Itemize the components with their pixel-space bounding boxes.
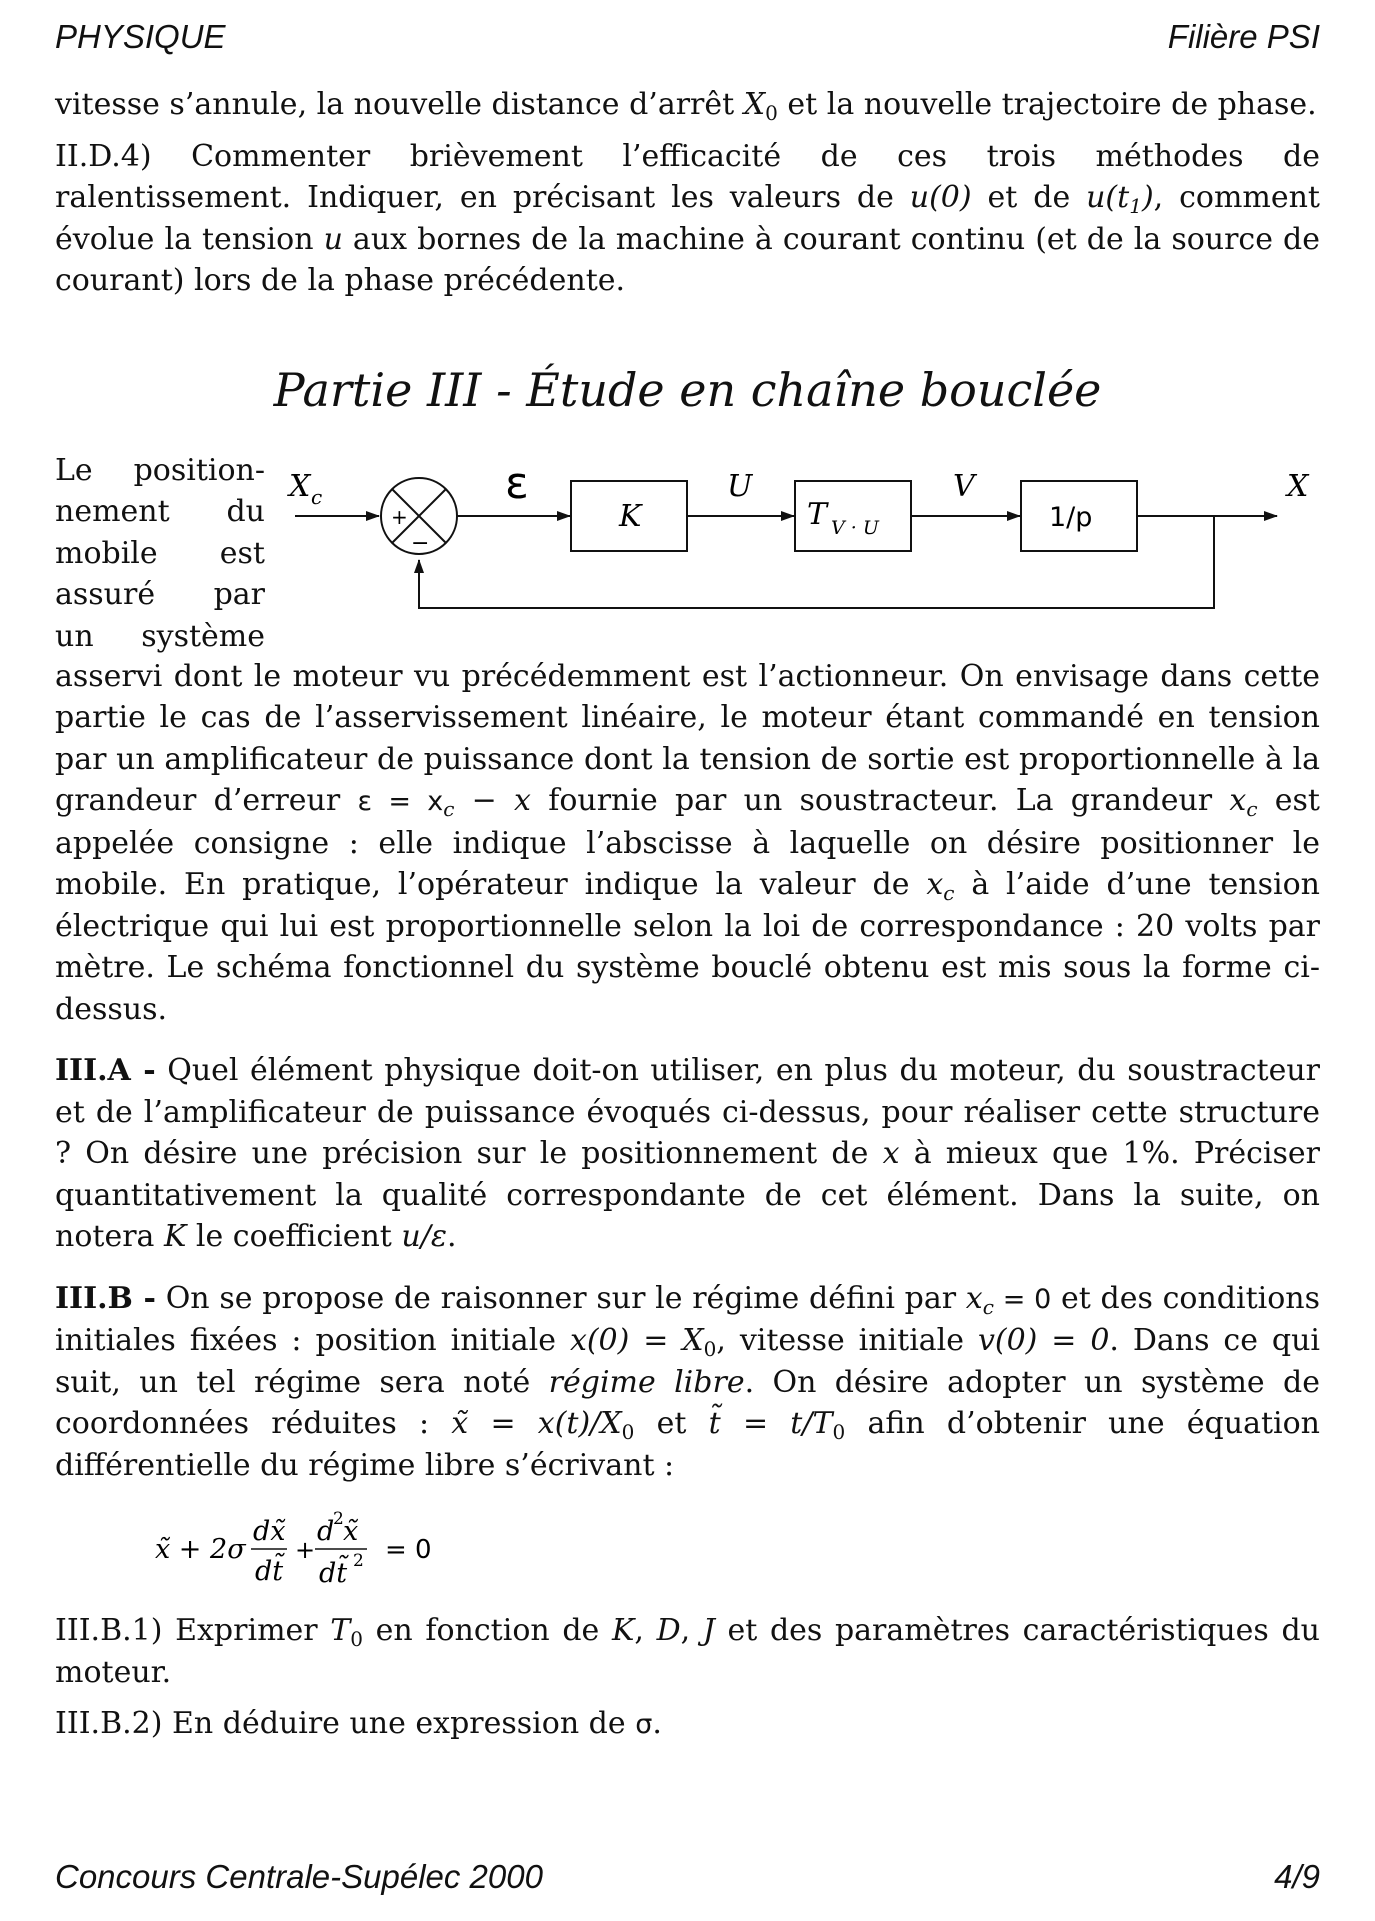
- plus-sign: +: [391, 504, 408, 529]
- eq-den2-sup: 2: [353, 1551, 364, 1571]
- text: le coefficient: [186, 1219, 402, 1254]
- math-sub: c: [443, 797, 455, 821]
- page-header: [55, 18, 1320, 62]
- paragraph-continuation: [55, 84, 1320, 126]
- eq-num1: dx̃: [253, 1516, 286, 1547]
- question-label: III.B -: [55, 1280, 156, 1316]
- text: afin d’obtenir une équation différentielle du régime libre s’écrivant :: [55, 1406, 1321, 1483]
- input-sub: c: [311, 484, 323, 509]
- text: et de: [971, 180, 1087, 215]
- math-D: D: [656, 1613, 681, 1648]
- question-III-B-2: [55, 1703, 1320, 1746]
- paragraph-system: [55, 656, 1320, 1031]
- math-sub: 0: [621, 1420, 635, 1444]
- input-label: X: [289, 468, 311, 504]
- math-sub: c: [943, 881, 955, 905]
- math-sub: 0: [703, 1337, 717, 1361]
- text: , comment évolue la tension: [55, 180, 1320, 257]
- math-xtilde: x̃ = x(t)/X: [451, 1406, 622, 1441]
- eq-rhs: = 0: [385, 1535, 432, 1565]
- math-K: K: [611, 1613, 635, 1648]
- math-x: x: [1229, 783, 1247, 818]
- differential-equation: [155, 1500, 1320, 1600]
- math-u0: u(0): [909, 180, 972, 215]
- text: . Dans ce qui suit, un tel régime sera noté: [55, 1323, 1320, 1400]
- math-eps: ε = x: [357, 786, 444, 817]
- math-T: T: [330, 1613, 351, 1648]
- math-x: x: [926, 867, 944, 902]
- text: et des paramètres caractéristiques du moteur.: [55, 1613, 1320, 1690]
- question-III-A: [55, 1050, 1320, 1258]
- math-sigma: σ: [635, 1709, 653, 1740]
- question-label: III.B.2): [55, 1706, 163, 1741]
- eq-den2: dt̃: [319, 1558, 348, 1589]
- math-v0: v(0) = 0: [977, 1323, 1110, 1358]
- text: Commenter brièvement l’efficacité de ces trois méthodes de ralentissement. Indiquer, en précisant les valeurs de: [55, 138, 1320, 215]
- text: Quel élément physique doit-on utiliser, en plus du moteur, du soustracteur et de l’amplificateur de puissance évoqués ci-dessus, pour réaliser cette structure ? On désire une précision sur le positionnement de: [55, 1053, 1320, 1171]
- emphasis: régime libre: [548, 1364, 745, 1400]
- eq-num2-sup: 2: [333, 1509, 344, 1529]
- math-ut1: u(t: [1086, 180, 1130, 215]
- header-subject: PHYSIQUE: [55, 18, 226, 55]
- figure-row: [55, 450, 1320, 656]
- integrator-label: 1/p: [1049, 501, 1093, 533]
- math-x0: x(0) = X: [569, 1323, 704, 1358]
- header-track: Filière PSI: [1167, 18, 1320, 55]
- minus-sign: −: [411, 530, 430, 556]
- text: en fonction de: [363, 1613, 612, 1648]
- text: à mieux que 1%. Préciser quantitativement la qualité correspondante de cet élément. Dans la suite, on notera: [55, 1136, 1320, 1254]
- text: ,: [680, 1613, 703, 1648]
- wrapped-text: [55, 450, 265, 658]
- text: vitesse s’annule, la nouvelle distance d’arrêt: [55, 87, 744, 122]
- eq-lhs: x̃ + 2σ: [155, 1534, 246, 1565]
- text: et: [634, 1406, 709, 1441]
- text: et la nouvelle trajectoire de phase.: [777, 87, 1317, 122]
- math-sub: 0: [765, 101, 778, 125]
- page-number: 4/9: [1274, 1858, 1320, 1895]
- error-label: ε: [505, 457, 529, 509]
- text: ,: [634, 1613, 657, 1648]
- output-label: X: [1287, 468, 1309, 504]
- signal-v-label: V: [953, 468, 975, 504]
- text: asservi dont le moteur vu précédemment est l’actionneur. On envisage dans cette partie le cas de l’asservissement linéaire, le moteur étant commandé en tension par un amplificateur de puissance dont la tension de sortie est proportionnelle à la grandeur d’erreur: [55, 658, 1320, 818]
- motor-label: T: [807, 496, 828, 532]
- eq-den1: dt̃: [255, 1556, 284, 1587]
- math-sub: 0: [832, 1420, 846, 1444]
- question-label: II.D.4): [55, 138, 152, 174]
- text: et des conditions initiales fixées : position initiale: [55, 1280, 1321, 1358]
- math-u: u: [323, 221, 343, 257]
- text-line: nement du: [55, 494, 265, 529]
- text: En déduire une expression de: [162, 1706, 636, 1741]
- question-III-B-1: [55, 1610, 1320, 1693]
- motor-sub: V · U: [831, 516, 879, 539]
- math-X: X: [743, 87, 766, 122]
- math-sub: c: [1246, 797, 1258, 821]
- text: fournie par un soustracteur. La grandeur: [530, 783, 1230, 818]
- text-line: assuré par: [55, 577, 265, 612]
- gain-label: K: [619, 498, 642, 534]
- question-label: III.A -: [55, 1053, 156, 1088]
- text: est appelée consigne : elle indique l’abscisse à laquelle on désire positionner le mobile. En pratique, l’opérateur indique la valeur de: [55, 783, 1320, 902]
- text: , vitesse initiale: [716, 1323, 978, 1358]
- math-J: J: [702, 1613, 715, 1648]
- text: aux bornes de la machine à courant continu (et de la source de courant) lors de la phase précédente.: [55, 221, 1320, 298]
- math-ratio: u/ε: [401, 1219, 447, 1254]
- text: Exprimer: [162, 1613, 331, 1648]
- math-ttilde: t̃ = t/T: [708, 1406, 833, 1441]
- text: . On désire adopter un système de coordonnées réduites :: [55, 1364, 1320, 1441]
- text-line: Le position-: [55, 452, 265, 488]
- math-sub: c: [982, 1294, 994, 1319]
- text: .: [652, 1706, 662, 1741]
- page: [55, 18, 1320, 1898]
- text: .: [446, 1219, 457, 1254]
- block-diagram: [287, 438, 1320, 658]
- text-line: un système: [55, 618, 265, 654]
- signal-u-label: U: [727, 468, 753, 504]
- question-label: III.B.1): [55, 1613, 163, 1648]
- page-body: [55, 84, 1320, 1746]
- eq-num2: d: [317, 1516, 335, 1547]
- math-sub: 0: [350, 1627, 364, 1651]
- eq-num2b: x̃: [343, 1516, 359, 1547]
- math-K: K: [163, 1219, 187, 1254]
- math-x: x: [882, 1136, 900, 1171]
- section-title: Partie III - Étude en chaîne bouclée: [273, 362, 1102, 417]
- eq-plus: +: [295, 1536, 316, 1564]
- question-III-B: [55, 1278, 1320, 1487]
- math-paren: ): [1141, 180, 1154, 215]
- math-sub: 1: [1129, 194, 1142, 218]
- text-line: mobile est: [55, 535, 265, 571]
- math-eq: = 0: [993, 1283, 1052, 1315]
- question-II-D-4: [55, 136, 1320, 302]
- equation-svg: [155, 1500, 555, 1600]
- math-x: − x: [454, 783, 531, 818]
- text: On se propose de raisonner sur le régime défini par: [155, 1280, 966, 1316]
- block-diagram-svg: [287, 438, 1320, 658]
- footer-exam: Concours Centrale-Supélec 2000: [55, 1858, 543, 1895]
- text: à l’aide d’une tension électrique qui lui est proportionnelle selon la loi de correspondance : 20 volts par mètre. Le schéma fonctionnel du système bouclé obtenu est mis sous la forme ci-dessus.: [55, 867, 1320, 1027]
- math-x: x: [965, 1280, 983, 1316]
